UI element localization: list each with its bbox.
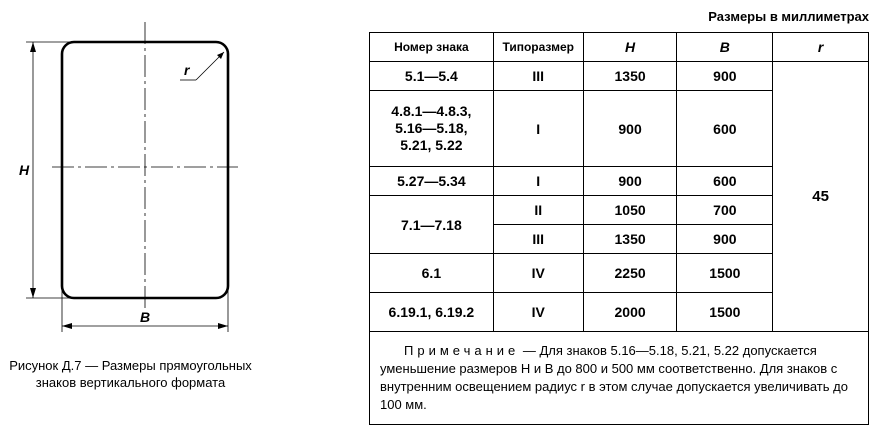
cell-sign: 6.1	[370, 254, 494, 293]
cell-sign: 5.27—5.34	[370, 167, 494, 196]
cell-size: I	[493, 91, 583, 167]
table-row	[370, 62, 869, 91]
dimensions-table	[369, 32, 869, 425]
cell-sign: 6.19.1, 6.19.2	[370, 293, 494, 332]
cell-b: 600	[677, 167, 773, 196]
cell-sign: 4.8.1—4.8.3, 5.16—5.18, 5.21, 5.22	[370, 91, 494, 167]
cell-size: II	[493, 196, 583, 225]
dimension-b-label: B	[140, 309, 151, 325]
dimension-r-label: r	[184, 62, 190, 78]
header-h: H	[583, 33, 677, 62]
cell-size: III	[493, 225, 583, 254]
cell-b: 1500	[677, 254, 773, 293]
cell-r-merged: 45	[773, 62, 869, 332]
cell-sign: 7.1—7.18	[370, 196, 494, 254]
note-row	[370, 332, 869, 425]
figure-caption: Рисунок Д.7 — Размеры прямоугольных знаков вертикального формата	[9, 358, 252, 390]
dimension-h-label: H	[19, 162, 30, 178]
cell-b: 600	[677, 91, 773, 167]
cell-h: 2000	[583, 293, 677, 332]
cell-h: 1350	[583, 225, 677, 254]
cell-size: IV	[493, 293, 583, 332]
cell-sign: 5.1—5.4	[370, 62, 494, 91]
header-size-type: Типоразмер	[493, 33, 583, 62]
cell-h: 900	[583, 91, 677, 167]
b-arrow-right	[218, 323, 228, 329]
cell-h: 900	[583, 167, 677, 196]
note-heading: Примечание	[404, 343, 520, 358]
cell-size: III	[493, 62, 583, 91]
cell-b: 700	[677, 196, 773, 225]
cell-h: 1050	[583, 196, 677, 225]
sign-dimension-figure	[0, 0, 280, 440]
cell-b: 900	[677, 225, 773, 254]
b-arrow-left	[62, 323, 72, 329]
header-sign-number: Номер знака	[370, 33, 494, 62]
note-text: — Для знаков 5.16—5.18, 5.21, 5.22 допускается уменьшение размеров H и B до 800 и 500 мм соответственно. Для знаков с внутренним освещением радиус r в этом случае допускается увеличивать до 100 мм.	[380, 343, 848, 412]
cell-size: IV	[493, 254, 583, 293]
table-header-row	[370, 33, 869, 62]
cell-h: 2250	[583, 254, 677, 293]
cell-b: 900	[677, 62, 773, 91]
cell-b: 1500	[677, 293, 773, 332]
header-r: r	[773, 33, 869, 62]
header-b: B	[677, 33, 773, 62]
cell-size: I	[493, 167, 583, 196]
h-arrow-top	[30, 42, 36, 52]
units-label: Размеры в миллиметрах	[708, 9, 869, 24]
cell-h: 1350	[583, 62, 677, 91]
note-cell	[370, 332, 869, 425]
h-arrow-bottom	[30, 288, 36, 298]
